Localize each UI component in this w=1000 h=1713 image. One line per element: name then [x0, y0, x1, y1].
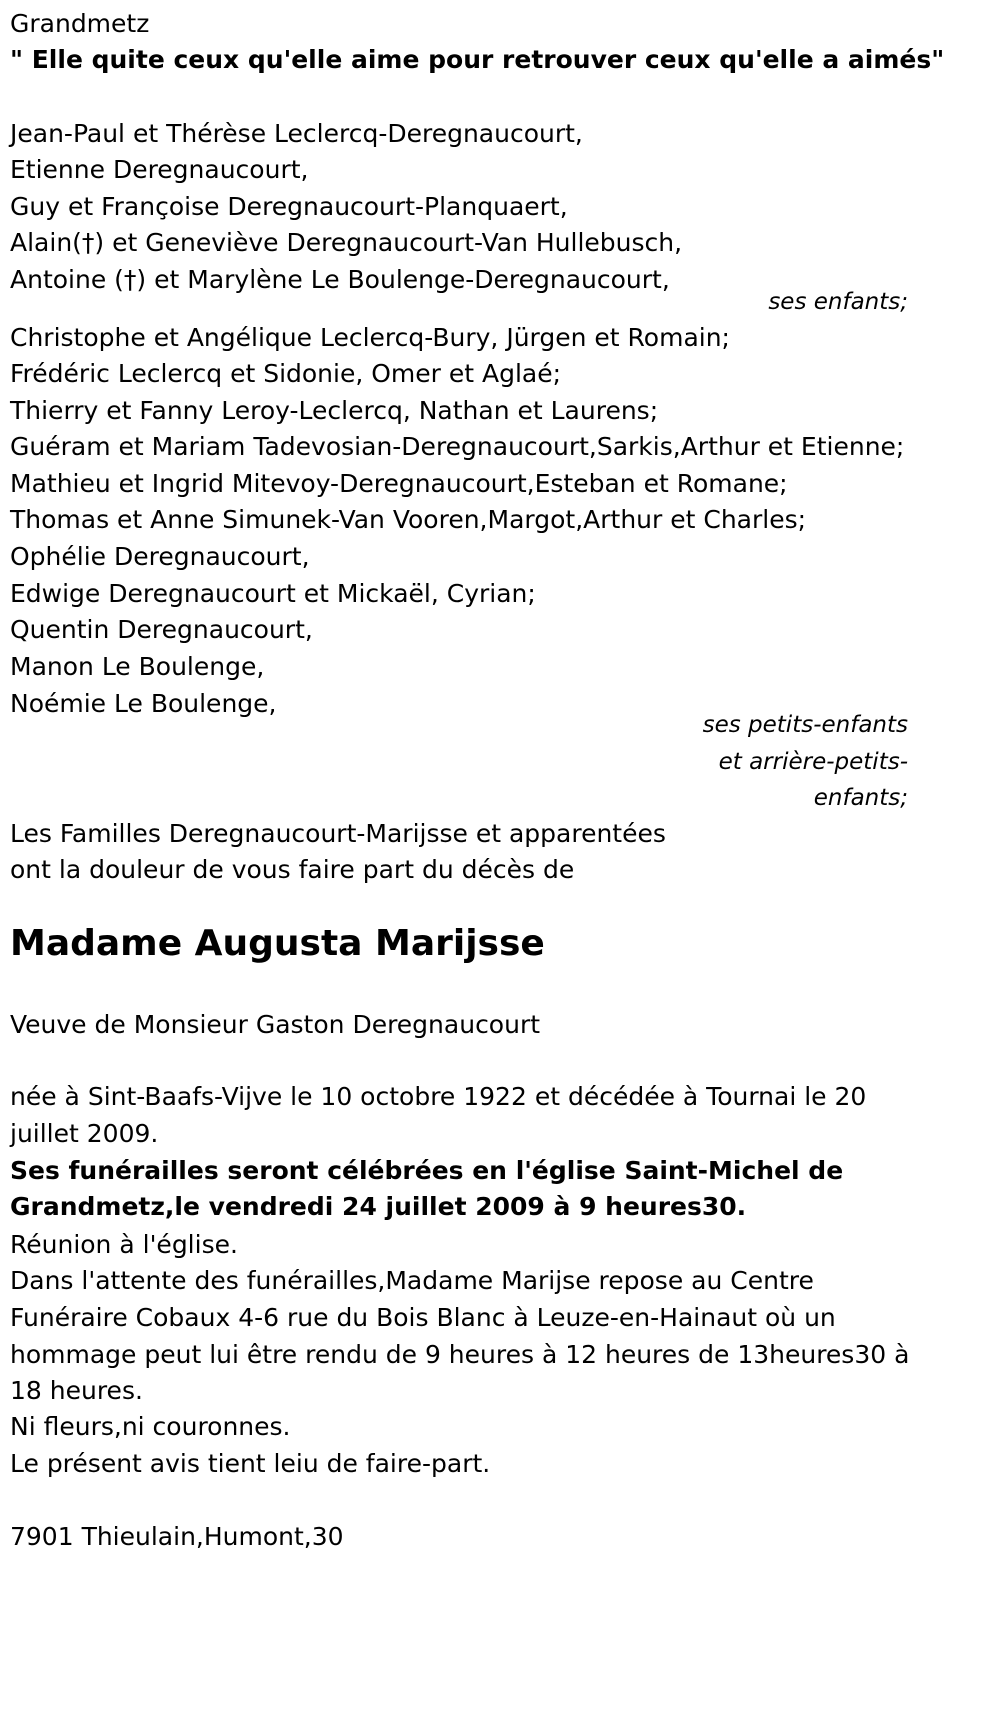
- details-line: Le présent avis tient leiu de faire-part.: [10, 1449, 491, 1478]
- child-line: Jean-Paul et Thérèse Leclercq-Deregnaucourt,: [10, 119, 583, 148]
- location: Grandmetz: [10, 9, 150, 38]
- details-line: Dans l'attente des funérailles,Madame Marijse repose au Centre: [10, 1266, 814, 1295]
- grandchild-line: Christophe et Angélique Leclercq-Bury, Jürgen et Romain;: [10, 323, 730, 352]
- grandchild-line: Frédéric Leclercq et Sidonie, Omer et Aglaé;: [10, 359, 562, 388]
- details-line: hommage peut lui être rendu de 9 heures à 12 heures de 13heures30 à: [10, 1340, 910, 1369]
- details-line: Funéraire Cobaux 4-6 rue du Bois Blanc à Leuze-en-Hainaut où un: [10, 1303, 836, 1332]
- quote: " Elle quite ceux qu'elle aime pour retrouver ceux qu'elle a aimés": [10, 45, 945, 74]
- birth-death-line: née à Sint-Baafs-Vijve le 10 octobre 1922 et décédée à Tournai le 20: [10, 1082, 867, 1111]
- grandchild-line: Edwige Deregnaucourt et Mickaël, Cyrian;: [10, 579, 536, 608]
- details-line: Ni fleurs,ni couronnes.: [10, 1412, 291, 1441]
- widow-of: Veuve de Monsieur Gaston Deregnaucourt: [10, 1010, 541, 1039]
- grandchildren-label: et arrière-petits-: [718, 749, 908, 775]
- details-line: 18 heures.: [10, 1376, 143, 1405]
- deceased-name: Madame Augusta Marijsse: [10, 923, 545, 964]
- families-line: ont la douleur de vous faire part du décès de: [10, 855, 575, 884]
- grandchild-line: Mathieu et Ingrid Mitevoy-Deregnaucourt,Esteban et Romane;: [10, 469, 788, 498]
- child-line: Antoine (†) et Marylène Le Boulenge-Deregnaucourt,: [10, 265, 670, 294]
- grandchild-line: Thomas et Anne Simunek-Van Vooren,Margot,Arthur et Charles;: [10, 505, 807, 534]
- birth-death-line: juillet 2009.: [10, 1119, 159, 1148]
- children-label: ses enfants;: [768, 289, 908, 315]
- child-line: Alain(†) et Geneviève Deregnaucourt-Van Hullebusch,: [10, 228, 683, 257]
- grandchild-line: Ophélie Deregnaucourt,: [10, 542, 310, 571]
- grandchild-line: Quentin Deregnaucourt,: [10, 615, 313, 644]
- grandchildren-label: enfants;: [813, 785, 908, 811]
- address: 7901 Thieulain,Humont,30: [10, 1522, 344, 1551]
- details-line: Réunion à l'église.: [10, 1230, 238, 1259]
- grandchildren-label: ses petits-enfants: [702, 712, 908, 738]
- grandchild-line: Guéram et Mariam Tadevosian-Deregnaucourt,Sarkis,Arthur et Etienne;: [10, 432, 905, 461]
- funeral-line: Ses funérailles seront célébrées en l'église Saint-Michel de: [10, 1156, 844, 1185]
- families-line: Les Familles Deregnaucourt-Marijsse et apparentées: [10, 819, 666, 848]
- grandchild-line: Thierry et Fanny Leroy-Leclercq, Nathan et Laurens;: [10, 396, 659, 425]
- child-line: Guy et Françoise Deregnaucourt-Planquaert,: [10, 192, 568, 221]
- grandchild-line: Noémie Le Boulenge,: [10, 689, 277, 718]
- grandchild-line: Manon Le Boulenge,: [10, 652, 265, 681]
- child-line: Etienne Deregnaucourt,: [10, 155, 309, 184]
- funeral-line: Grandmetz,le vendredi 24 juillet 2009 à 9 heures30.: [10, 1192, 747, 1221]
